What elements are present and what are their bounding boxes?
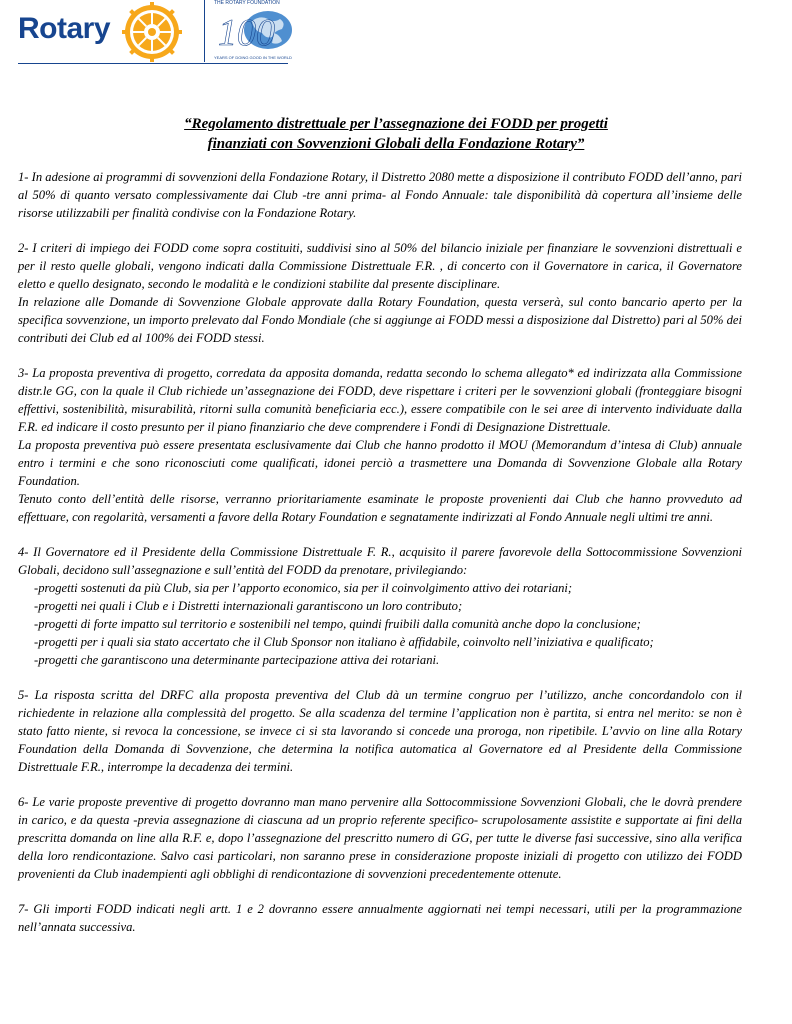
foundation-title: THE ROTARY FOUNDATION <box>214 0 280 6</box>
article-4-item: -progetti per i quali sia stato accertato che il Club Sponsor non italiano è affidabile, coinvolto nell’iniziativa e qualificato; <box>34 635 654 649</box>
rotary-wheel-icon <box>122 2 182 62</box>
article-5: 5- La risposta scritta del DRFC alla proposta preventiva del Club dà un termine congruo per l’utilizzo, anche concordandolo con il richiedente in relazione alla complessità del progetto. Se alla scadenza del termine l’application non è partita, si entra nel merito: se non è stato fatto niente, si revoca la concessione, se invece ci si sta lavorando si concede una proroga, non ripetibile. L’avvio on line alla Rotary Foundation della Domanda di Sovvenzione, che determina la notifica automatica al Governatore ed al Presidente della Commissione Distrettuale F.R., interrompe la decadenza dei termini. <box>18 688 742 774</box>
logo-divider <box>204 0 205 62</box>
article-4-item: -progetti di forte impatto sul territorio e sostenibili nel tempo, quindi fruibili dalla comunità anche dopo la conclusione; <box>34 617 641 631</box>
article-2: 2- I criteri di impiego dei FODD come sopra costituiti, suddivisi sino al 50% del bilancio iniziale per finanziare le sovvenzioni distrettuali e per il resto quelle globali, vengono indicati dalla Commissione Distrettuale F.R. , di concerto con il Governatore in carica, il Governatore eletto e quello designato, secondo le modalità e le condizioni stabilite dal presente disciplinare. <box>18 241 742 291</box>
foundation-logo <box>214 0 294 62</box>
article-1: 1- In adesione ai programmi di sovvenzioni della Fondazione Rotary, il Distretto 2080 mette a disposizione il contributo FODD dell’anno, pari al 50% di quanto versato complessivamente dai Club -tre anni prima- al Fondo Annuale: tale disponibilità dà copertura all’insieme delle risorse utilizzabili per finalità condivise con la Fondazione Rotary. <box>18 170 742 220</box>
document-body <box>18 168 742 936</box>
title-line-1: “Regolamento distrettuale per l’assegnazione dei FODD per progetti <box>184 116 608 132</box>
article-4-item: -progetti che garantiscono una determinante partecipazione attiva dei rotariani. <box>34 653 440 667</box>
rotary-logo-text: Rotary <box>18 12 111 45</box>
centennial-globe-icon <box>216 7 294 53</box>
article-4: 4- Il Governatore ed il Presidente della Commissione Distrettuale F. R., acquisito il parere favorevole della Sottocommissione Sovvenzioni Globali, decidono sull’assegnazione e sull’entità del FODD da prenotare, privilegiando: <box>18 545 742 577</box>
svg-text:100: 100 <box>218 12 275 53</box>
article-3-priority: Tenuto conto dell’entità delle risorse, verranno prioritariamente esaminate le proposte provenienti dai Club che hanno provveduto ad effettuare, con regolarità, versamenti a favore della Rotary Foundation e segnatamente indirizzati al Fondo Annuale negli ultimi tre anni. <box>18 492 742 524</box>
article-6: 6- Le varie proposte preventive di progetto dovranno man mano pervenire alla Sottocommissione Sovvenzioni Globali, che le dovrà prendere in carico, e da questa -previa assegnazione di ciascuna ad un proprio referente specifico- scrupolosamente assistite e supportate ai fini della prescritta domanda on line alla R.F. e, dopo l’assegnazione del prescritto numero di GG, per tutte le diverse fasi successive, sino alla verifica della loro rendicontazione. Salvo casi particolari, non saranno prese in considerazione proposte iniziali di progetto con utilizzo dei FODD provenienti da Club inadempienti agli obblighi di rendicontazione di sovvenzioni precedentemente ottenute. <box>18 795 742 881</box>
article-2-continued: In relazione alle Domande di Sovvenzione Globale approvate dalla Rotary Foundation, questa verserà, sul conto bancario aperto per la specifica sovvenzione, un importo prelevato dal Fondo Mondiale (che si aggiunge ai FODD messi a disposizione dal Distretto) pari al 50% dei contributi dei Club ed al 100% dei FODD stessi. <box>18 295 742 345</box>
document-title <box>0 114 792 154</box>
article-7: 7- Gli importi FODD indicati negli artt. 1 e 2 dovranno essere annualmente aggiornati nei tempi necessari, utili per la programmazione nell’annata successiva. <box>18 902 742 934</box>
article-4-item: -progetti nei quali i Club e i Distretti internazionali garantiscono un loro contributo; <box>34 599 463 613</box>
page-header <box>18 0 292 66</box>
article-3: 3- La proposta preventiva di progetto, corredata da apposita domanda, redatta secondo lo schema allegato* ed indirizzata alla Commissione distr.le GG, con la quale il Club richiede un’assegnazione dei FODD, deve rispettare i criteri per le sovvenzioni globali (fronteggiare bisogni effettivi, sostenibilità, misurabilità, ritorni sulla comunità beneficiaria ecc.), essere compatibile con le sei aree di intervento individuate dalla F.R. ed indicare il costo presunto per il piano finanziario che deve comprendere i Fondi di Designazione Distrettuale. <box>18 366 742 434</box>
foundation-subtitle: YEARS OF DOING GOOD IN THE WORLD <box>214 55 292 60</box>
article-3-eligibility: La proposta preventiva può essere presentata esclusivamente dai Club che hanno prodotto il MOU (Memorandum d’intesa di Club) annuale entro i termini e che sono riconosciuti come qualificati, idonei perciò a trasmettere una Domanda di Sovvenzione Globale alla Rotary Foundation. <box>18 438 742 488</box>
header-rule <box>18 63 288 64</box>
article-4-item: -progetti sostenuti da più Club, sia per l’apporto economico, sia per il coinvolgimento attivo dei rotariani; <box>34 581 573 595</box>
title-line-2: finanziati con Sovvenzioni Globali della Fondazione Rotary” <box>207 136 585 152</box>
